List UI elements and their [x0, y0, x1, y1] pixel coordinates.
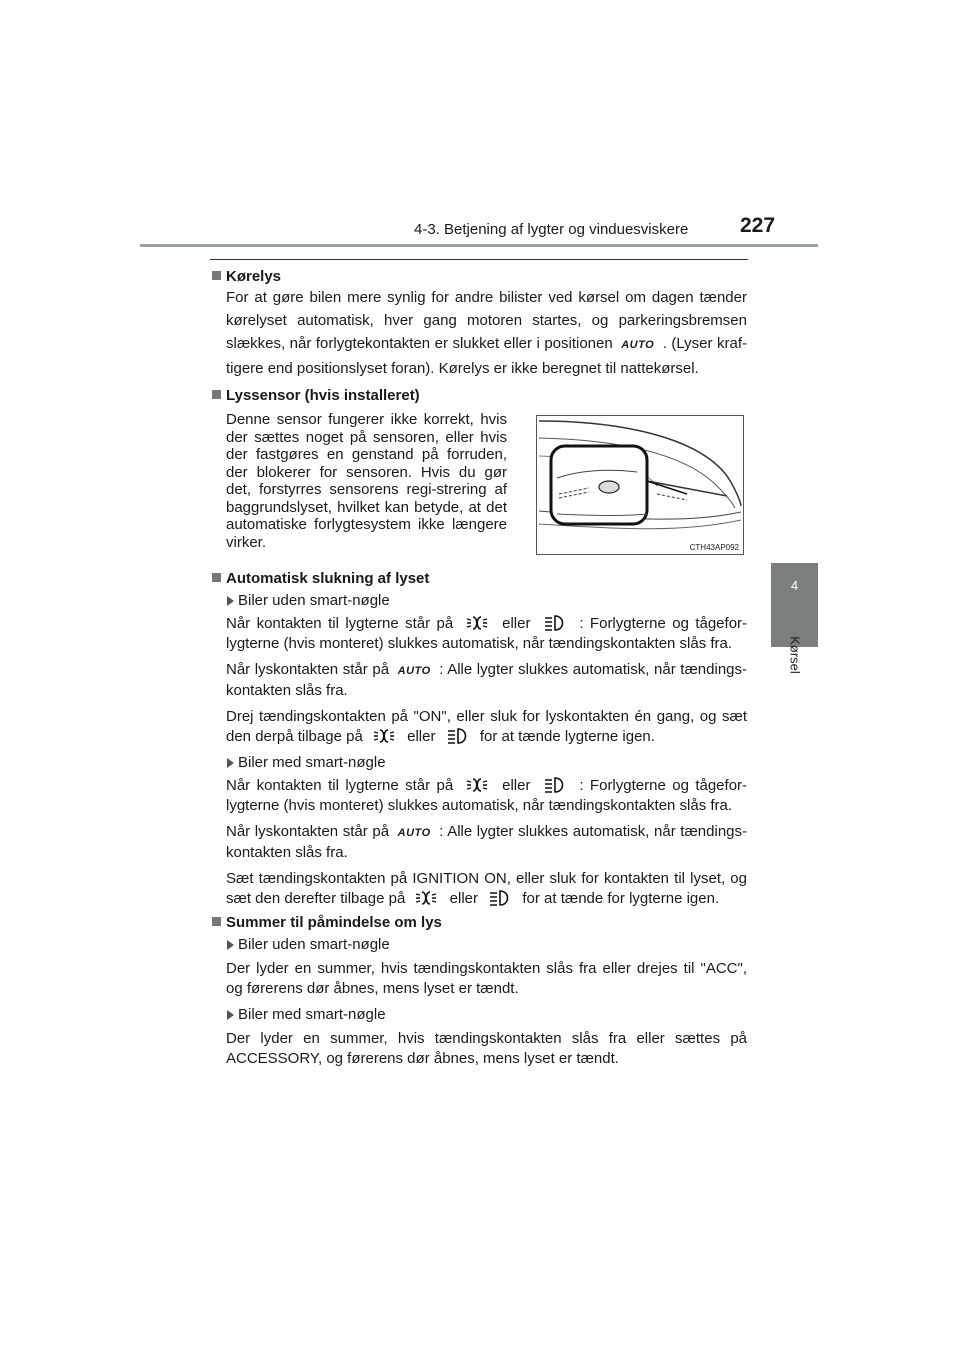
triangle-bullet-icon — [227, 596, 234, 606]
parking-lights-icon — [373, 727, 397, 745]
lyssensor-block — [226, 411, 747, 555]
auto-icon: AUTO — [397, 665, 431, 677]
auto-off-sub1-p1 — [226, 614, 747, 654]
parking-lights-icon — [415, 889, 439, 907]
summer-sub-smart-key — [226, 1005, 747, 1025]
summer-sub2-label: Biler med smart-nøgle — [238, 1006, 386, 1023]
heading-summer-text: Summer til påmindelse om lys — [226, 914, 442, 931]
text: : Forlygterne og tågefor-lygterne (hvis monteret) slukkes automatisk, når tændingskontakten slås fra. — [226, 615, 748, 652]
auto-icon: AUTO — [621, 339, 655, 351]
light-sensor-illustration — [537, 416, 743, 554]
figure-caption: CTH43AP092 — [689, 543, 739, 552]
light-sensor-figure — [536, 415, 744, 555]
triangle-bullet-icon — [227, 940, 234, 950]
sub1-label: Biler uden smart-nøgle — [238, 592, 390, 609]
text: for at tænde for lygterne igen. — [522, 890, 720, 907]
summer-sub2-text: Der lyder en summer, hvis tændingskontakten slås fra eller sættes på ACCESSORY, og førerens dør åbnes, mens lyset er tændt. — [226, 1030, 747, 1067]
text: Når lyskontakten står på — [226, 661, 390, 678]
heading-summer — [212, 913, 747, 932]
text: : Forlygterne og tågefor-lygterne (hvis monteret) slukkes automatisk, når tændingskontakten slås fra. — [226, 777, 748, 814]
headlights-icon — [446, 727, 470, 745]
text: : Alle lygter slukkes automatisk, når tændings-kontakten slås fra. — [226, 823, 748, 861]
bullet-square-icon — [212, 390, 221, 399]
summer-sub1-label: Biler uden smart-nøgle — [238, 936, 390, 953]
text: Når kontakten til lygterne står på — [226, 777, 454, 794]
bullet-square-icon — [212, 917, 221, 926]
text: Sæt tændingskontakten på IGNITION ON, eller sluk for kontakten til lyset, og sæt den derefter tilbage på — [226, 870, 747, 907]
text: eller — [407, 728, 436, 745]
bullet-square-icon — [212, 573, 221, 582]
text: Når lyskontakten står på — [226, 823, 390, 840]
page-number: 227 — [740, 214, 776, 237]
auto-off-sub2-p2 — [226, 822, 747, 863]
text: for at tænde lygterne igen. — [479, 728, 655, 745]
heading-lyssensor-text: Lyssensor (hvis installeret) — [226, 387, 420, 404]
headlights-icon — [543, 614, 567, 632]
chapter-number: 4 — [790, 578, 799, 593]
page-content — [212, 267, 747, 1069]
sub-smart-key — [226, 753, 747, 773]
text: Når kontakten til lygterne står på — [226, 615, 454, 632]
chapter-label-wrap — [780, 628, 810, 682]
header-rule — [140, 244, 818, 247]
auto-icon: AUTO — [397, 827, 431, 839]
korelys-text-2: . (Lyser kraf-tigere end positionslyset foran). Kørelys er ikke beregnet til nattekørsel. — [226, 335, 748, 377]
lyssensor-text: Denne sensor fungerer ikke korrekt, hvis der sættes noget på sensoren, eller hvis der fastgøres en genstand på forruden, der blokerer for sensoren. Hvis du gør det, forstyrres sensorens regi-strering af baggrundslyset, hvilket kan betyde, at det automatiske forlygtesystem ikke længere virker. — [226, 411, 507, 551]
separator-rule — [210, 259, 748, 260]
auto-off-sub2-p1 — [226, 776, 747, 816]
heading-lyssensor — [212, 386, 747, 405]
sub2-label: Biler med smart-nøgle — [238, 754, 386, 771]
parking-lights-icon — [466, 614, 490, 632]
bullet-square-icon — [212, 271, 221, 280]
text: eller — [449, 890, 478, 907]
parking-lights-icon — [466, 776, 490, 794]
section-title: 4-3. Betjening af lygter og vinduesviskere — [414, 221, 689, 238]
summer-sub-no-smart-key — [226, 935, 747, 955]
headlights-icon — [543, 776, 567, 794]
heading-korelys-text: Kørelys — [226, 268, 282, 285]
sub-no-smart-key — [226, 591, 747, 611]
headlights-icon — [488, 889, 512, 907]
triangle-bullet-icon — [227, 1010, 234, 1020]
heading-korelys — [212, 267, 747, 286]
text: Drej tændingskontakten på "ON", eller sluk for lyskontakten én gang, og sæt den derpå tilbage på — [226, 708, 747, 745]
text: eller — [502, 777, 531, 794]
summer-sub1-text: Der lyder en summer, hvis tændingskontakten slås fra eller drejes til "ACC", og førerens dør åbnes, mens lyset er tændt. — [226, 960, 747, 997]
auto-off-sub2-p3 — [226, 869, 747, 909]
chapter-label: Kørsel — [787, 636, 803, 674]
korelys-text-1: For at gøre bilen mere synlig for andre bilister ved kørsel om dagen tænder kørelyset automatisk, hver gang motoren startes, og parkeringsbremsen slækkes, når forlygtekontakten er slukket eller i positionen — [226, 289, 747, 352]
auto-off-sub1-p3 — [226, 707, 747, 747]
heading-auto-off — [212, 569, 747, 588]
text: eller — [502, 615, 531, 632]
triangle-bullet-icon — [227, 758, 234, 768]
heading-auto-off-text: Automatisk slukning af lyset — [226, 570, 430, 587]
korelys-paragraph — [226, 286, 747, 380]
text: : Alle lygter slukkes automatisk, når tændings-kontakten slås fra. — [226, 661, 748, 699]
auto-off-sub1-p2 — [226, 660, 747, 701]
